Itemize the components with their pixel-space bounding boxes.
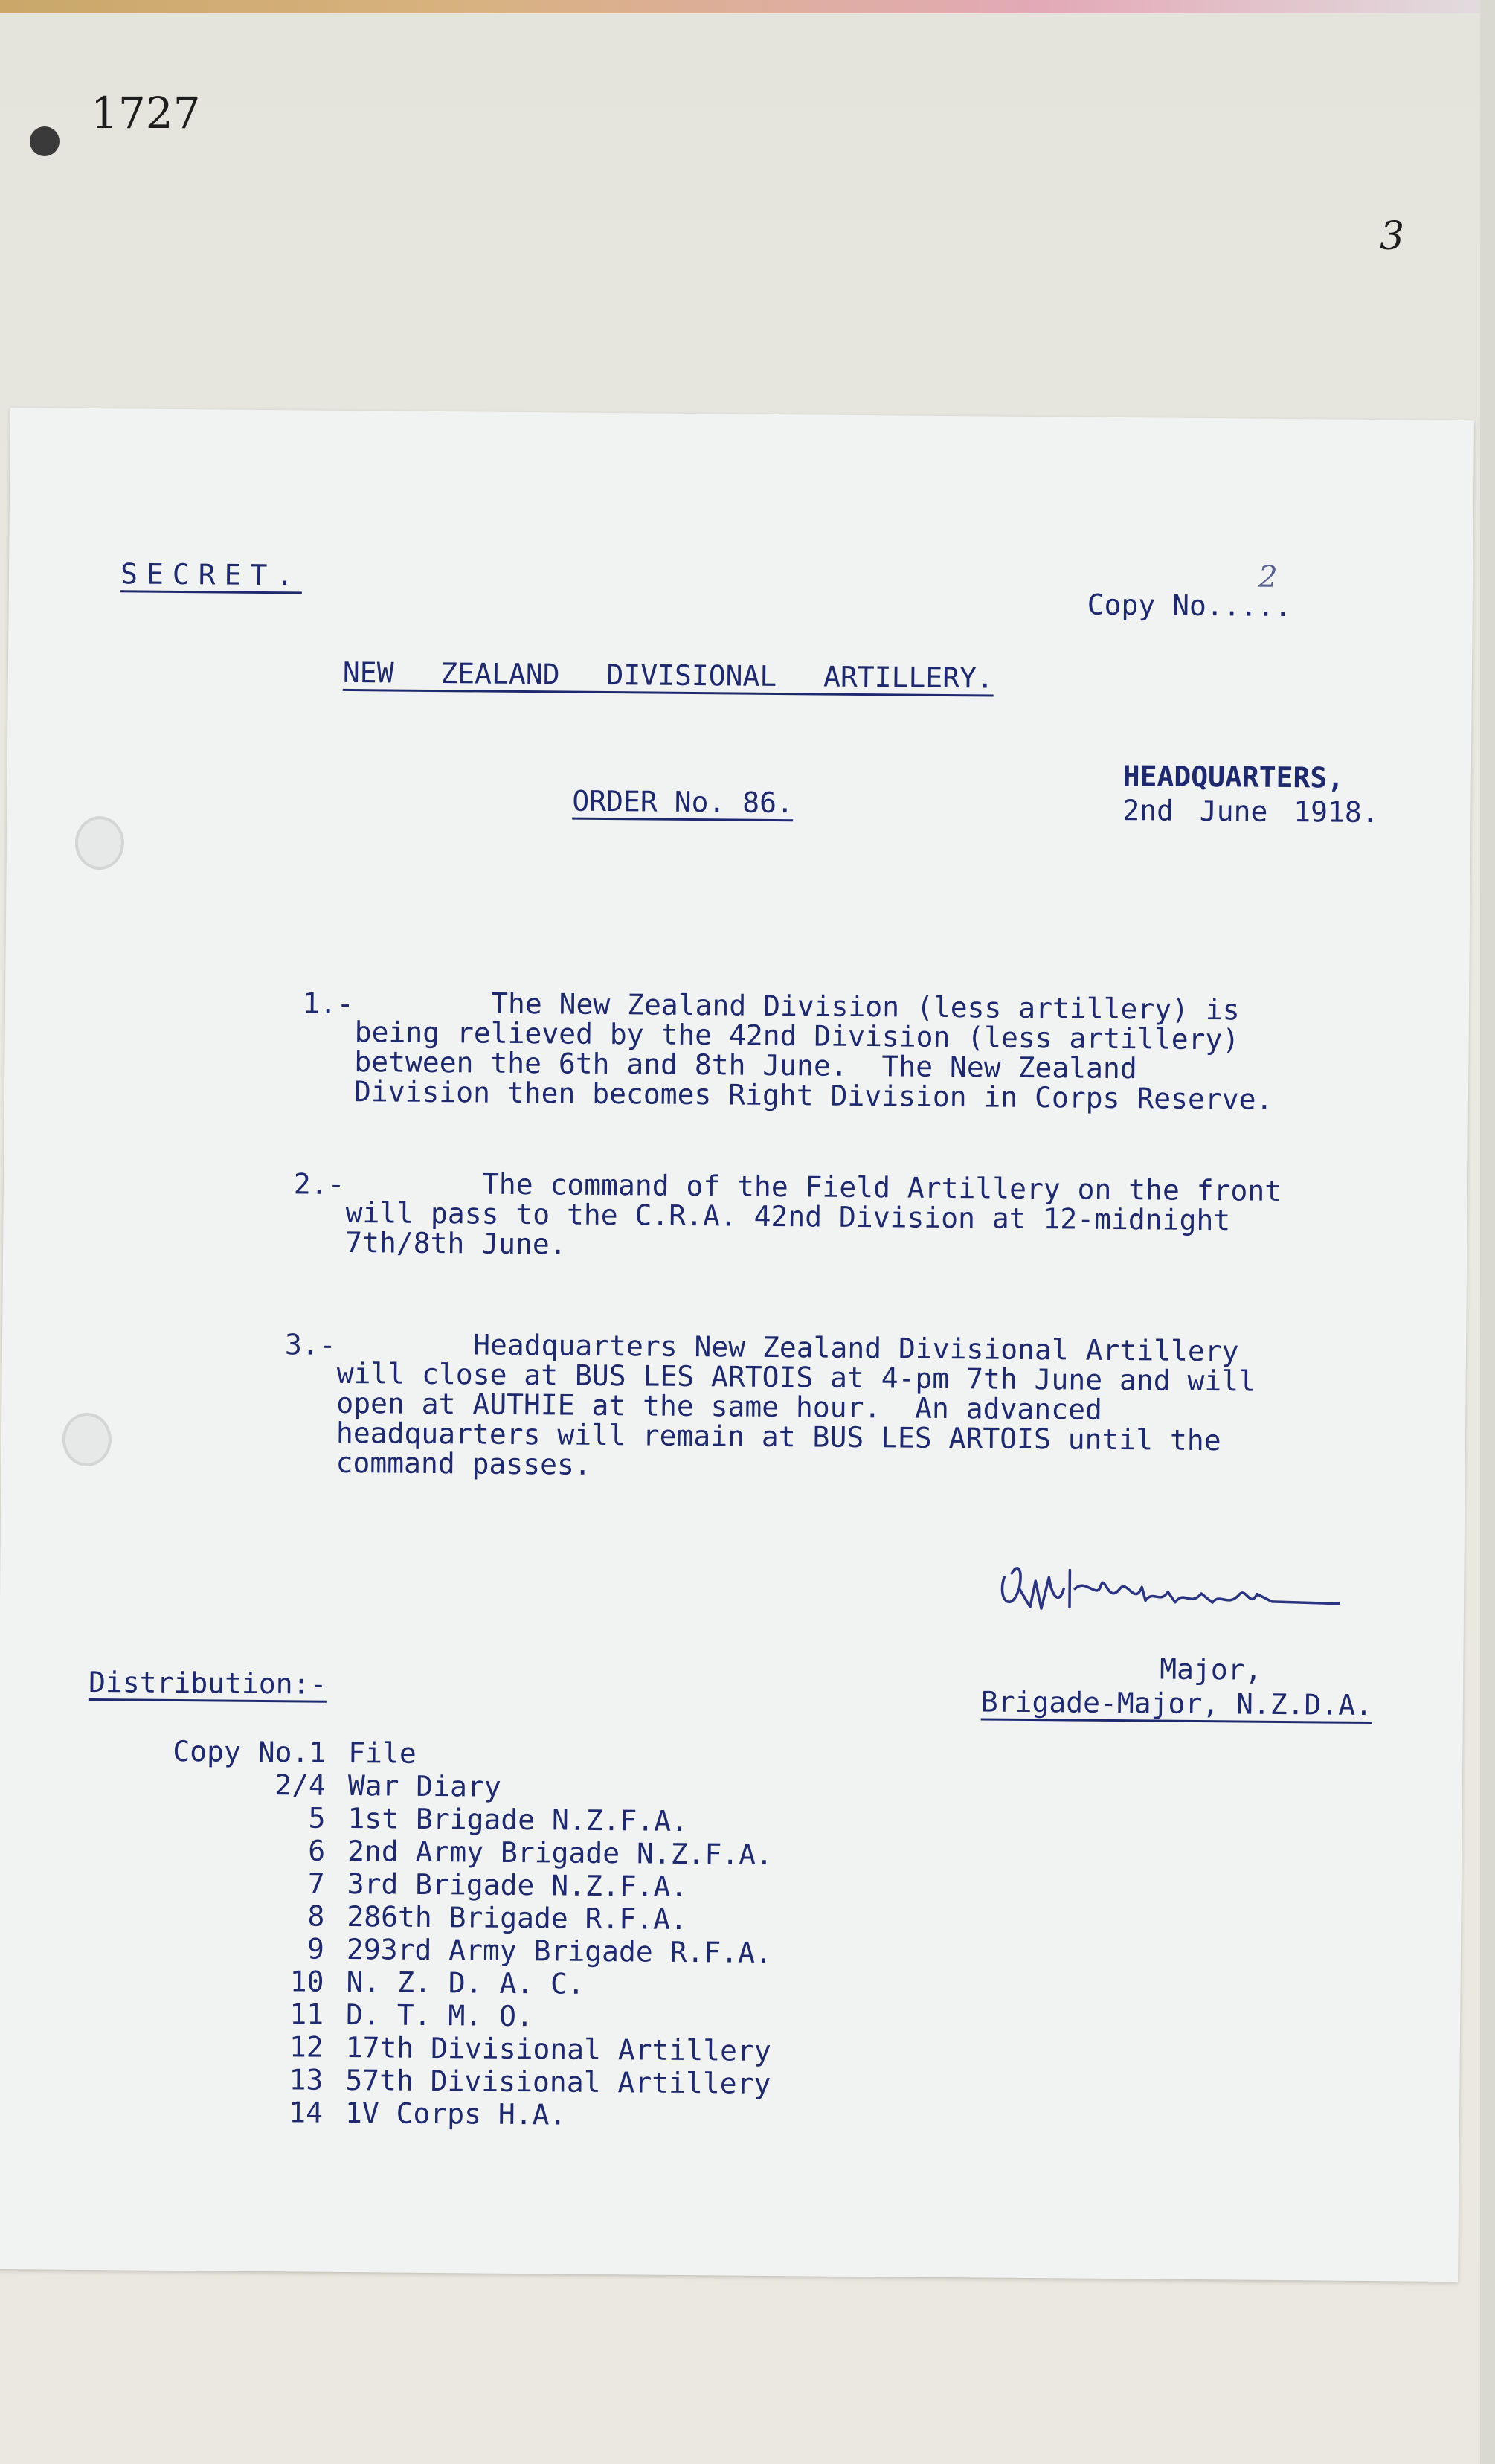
- distribution-recipient: War Diary: [347, 1769, 501, 1803]
- distribution-copy-number: 6: [308, 1834, 326, 1867]
- distribution-copy-number: 13: [289, 2063, 324, 2096]
- folio-number: 1727: [91, 88, 201, 138]
- distribution-recipient: 3rd Brigade N.Z.F.A.: [347, 1867, 688, 1904]
- distribution-recipient: N. Z. D. A. C.: [346, 1966, 585, 2001]
- distribution-recipient: D. T. M. O.: [345, 1998, 534, 2033]
- distribution-copy-number: 11: [289, 1998, 324, 2031]
- headquarters: HEADQUARTERS,: [1122, 760, 1345, 795]
- paragraph-text: The command of the Field Artillery on the front will pass to the C.R.A. 42nd Division at 12-midnight 7th/8th June.: [345, 1166, 1282, 1261]
- distribution-recipient: File: [348, 1736, 417, 1770]
- distribution-recipient: 1st Brigade N.Z.F.A.: [347, 1802, 689, 1838]
- order-date: 2nd June 1918.: [1122, 794, 1379, 830]
- distribution-recipient: 57th Divisional Artillery: [345, 2064, 771, 2101]
- distribution-recipient: 2nd Army Brigade N.Z.F.A.: [347, 1835, 774, 1872]
- distribution-copy-number: 5: [308, 1801, 326, 1835]
- distribution-copy-number: 9: [306, 1932, 325, 1966]
- distribution-copy-number: 12: [289, 2030, 324, 2064]
- paragraph-number: 1.-: [302, 986, 354, 1021]
- paragraph-text: The New Zealand Division (less artillery) is being relieved by the 42nd Division (less artillery) between the 6th and 8th June. The New Zealand Division then becomes Right Division in Corps Reserve.: [353, 986, 1273, 1116]
- unit-title: NEW ZEALAND DIVISIONAL ARTILLERY.: [343, 656, 994, 697]
- copy-number-label: Copy No.....: [1087, 588, 1292, 623]
- distribution-recipient: 17th Divisional Artillery: [345, 2031, 771, 2068]
- distribution-recipient: 293rd Army Brigade R.F.A.: [346, 1933, 773, 1970]
- scan-top-edge: [0, 0, 1495, 13]
- distribution-copy-number: 14: [289, 2096, 324, 2129]
- signatory-rank: Major,: [1160, 1652, 1262, 1687]
- punch-mark: [30, 126, 60, 156]
- distribution-copy-number: 2/4: [274, 1768, 327, 1802]
- paragraph-text: Headquarters New Zealand Divisional Artillery will close at BUS LES ARTOIS at 4-pm 7th June and will open at AUTHIE at the same hour. An advanced headquarters will remain at BUS LES ARTOIS until the command passes.: [335, 1326, 1256, 1481]
- signatory-appointment: Brigade-Major, N.Z.D.A.: [981, 1685, 1373, 1724]
- copy-number-handwritten: 2: [1258, 559, 1278, 594]
- distribution-recipient: 1V Corps H.A.: [344, 2096, 567, 2131]
- distribution-copy-number: 7: [307, 1867, 325, 1900]
- punch-hole: [62, 1413, 112, 1467]
- distribution-copy-number: 8: [307, 1899, 325, 1933]
- paragraph-number: 3.-: [284, 1328, 336, 1361]
- distribution-recipient: 286th Brigade R.F.A.: [347, 1900, 688, 1937]
- order-title: ORDER No. 86.: [572, 785, 794, 822]
- folder-edge: [1480, 0, 1495, 2464]
- paragraph-number: 2.-: [293, 1167, 345, 1201]
- classification: SECRET.: [120, 557, 303, 594]
- punch-hole: [75, 816, 125, 870]
- distribution-copy-number: Copy No.1: [173, 1734, 327, 1769]
- order-sheet: [0, 408, 1474, 2282]
- distribution-label: Distribution:-: [89, 1666, 327, 1703]
- handwritten-signature: [989, 1547, 1347, 1632]
- page-number: 3: [1380, 214, 1405, 259]
- distribution-copy-number: 10: [289, 1965, 324, 1998]
